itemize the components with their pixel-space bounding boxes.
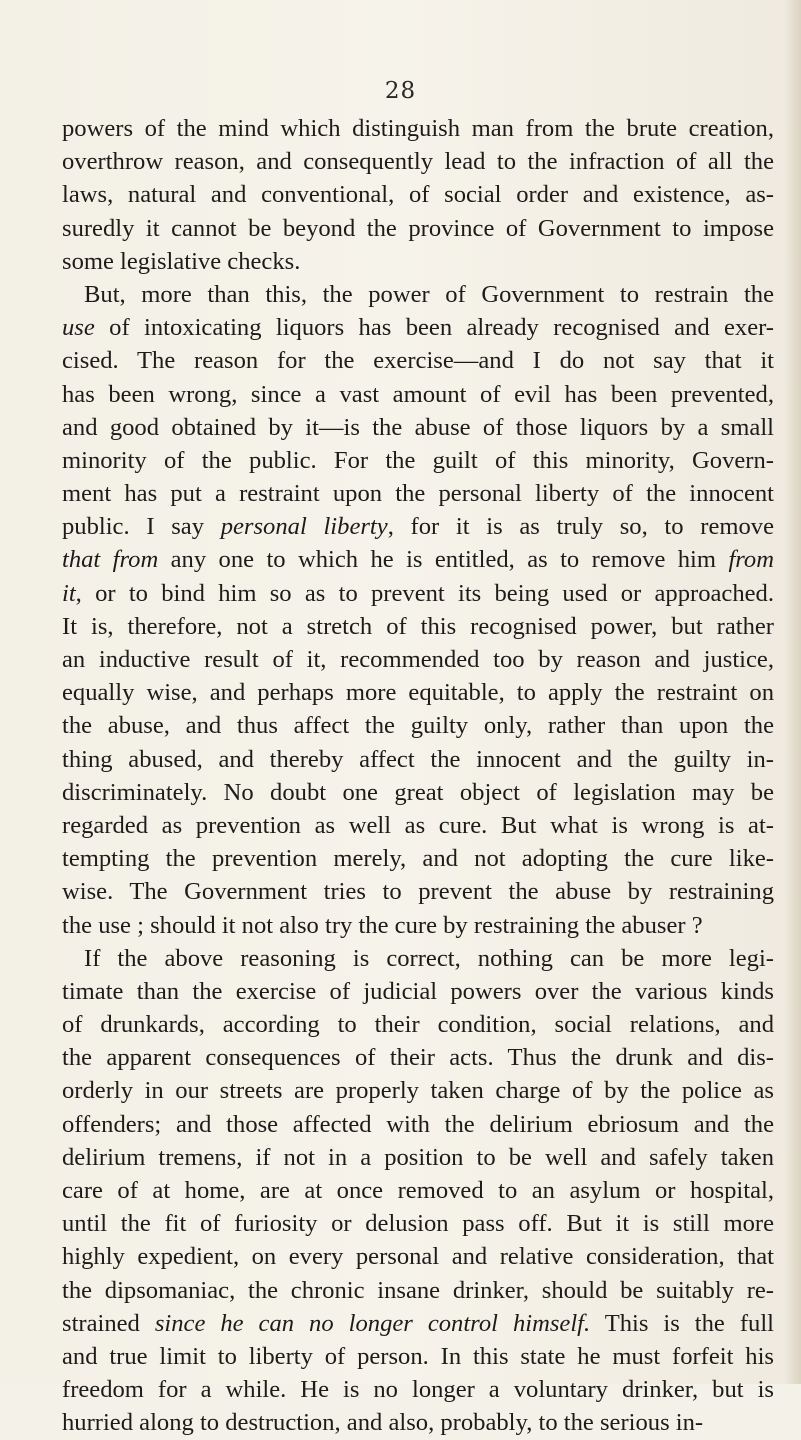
italic-text: personal liberty xyxy=(220,513,388,541)
text-line xyxy=(62,1041,774,1074)
text-run: cised. The reason for the exercise—and I do not say that it xyxy=(62,347,774,375)
text-run: But, more than this, the power of Government to restrain the xyxy=(84,280,774,308)
text-line xyxy=(62,975,774,1008)
text-run: the dipsomaniac, the chronic insane drinker, should be suitably re- xyxy=(62,1276,774,1304)
italic-text: from xyxy=(728,546,774,574)
text-line xyxy=(62,543,774,576)
text-line xyxy=(62,1174,774,1207)
italic-text: use xyxy=(62,314,95,342)
text-run: discriminately. No doubt one great object of legislation may be xyxy=(62,778,774,806)
text-run: of intoxicating liquors has been already recognised and exer- xyxy=(94,314,774,342)
text-run: minority of the public. For the guilt of this minority, Govern- xyxy=(62,446,774,474)
text-run: , for it is as truly so, to remove xyxy=(387,513,774,541)
text-run: laws, natural and conventional, of social order and existence, as- xyxy=(62,181,774,209)
text-line xyxy=(62,378,774,411)
text-line xyxy=(62,743,774,776)
text-run: and true limit to liberty of person. In this state he must forfeit his xyxy=(62,1342,774,1370)
text-run: and good obtained by it—is the abuse of those liquors by a small xyxy=(62,413,774,441)
text-run: This is the full xyxy=(590,1309,774,1337)
text-line xyxy=(62,245,774,278)
text-run: freedom for a while. He is no longer a voluntary drinker, but is xyxy=(62,1376,774,1404)
text-run: powers of the mind which distinguish man from the brute creation, xyxy=(62,115,774,142)
text-run: , or to bind him so as to prevent its being used or approached. xyxy=(75,579,774,607)
text-line xyxy=(62,145,774,178)
text-line xyxy=(62,344,774,377)
text-line xyxy=(62,875,774,908)
text-line xyxy=(62,1108,774,1141)
text-line xyxy=(62,1373,774,1406)
text-line xyxy=(62,1074,774,1107)
text-run: highly expedient, on every personal and relative consideration, that xyxy=(62,1243,774,1271)
text-line xyxy=(62,1340,774,1373)
text-run: until the fit of furiosity or delusion pass off. But it is still more xyxy=(62,1210,774,1238)
text-line xyxy=(62,278,774,311)
text-run: orderly in our streets are properly taken charge of by the police as xyxy=(62,1077,774,1105)
text-run: offenders; and those affected with the delirium ebriosum and the xyxy=(62,1110,774,1138)
text-line xyxy=(62,909,774,942)
text-line xyxy=(62,942,774,975)
text-line xyxy=(62,411,774,444)
italic-text: since he can no longer control himself. xyxy=(154,1309,591,1337)
text-line xyxy=(62,577,774,610)
text-run: regarded as prevention as well as cure. But what is wrong is at- xyxy=(62,811,774,839)
text-run: some legislative checks. xyxy=(62,247,301,275)
text-run: equally wise, and perhaps more equitable, to apply the restraint on xyxy=(62,679,774,707)
italic-text: that from xyxy=(62,546,159,574)
text-run: suredly it cannot be beyond the province of Government to impose xyxy=(62,214,774,242)
italic-text: it xyxy=(62,579,76,607)
text-run: an inductive result of it, recommended too by reason and justice, xyxy=(62,646,774,673)
text-run: overthrow reason, and consequently lead to the infraction of all the xyxy=(62,148,774,176)
text-line xyxy=(62,1406,774,1439)
text-line xyxy=(62,809,774,842)
text-run: ment has put a restraint upon the personal liberty of the innocent xyxy=(62,480,774,508)
text-run: timate than the exercise of judicial powers over the various kinds xyxy=(62,977,774,1005)
text-line xyxy=(62,1307,774,1340)
text-run: public. I say xyxy=(62,513,221,541)
text-line xyxy=(62,510,774,543)
text-run: thing abused, and thereby affect the innocent and the guilty in- xyxy=(62,745,774,773)
text-run: any one to which he is entitled, as to remove him xyxy=(158,546,729,574)
text-line xyxy=(62,444,774,477)
text-line xyxy=(62,610,774,643)
text-line xyxy=(62,709,774,742)
text-line xyxy=(62,676,774,709)
text-line xyxy=(62,212,774,245)
text-line xyxy=(62,311,774,344)
text-run: has been wrong, since a vast amount of evil has been prevented, xyxy=(62,380,774,408)
text-run: wise. The Government tries to prevent the abuse by restraining xyxy=(62,878,774,906)
text-line xyxy=(62,842,774,875)
text-line xyxy=(62,1240,774,1273)
text-line xyxy=(62,1207,774,1240)
text-line xyxy=(62,1141,774,1174)
body-text xyxy=(62,112,774,1440)
page-number: 28 xyxy=(384,78,417,104)
text-run: It is, therefore, not a stretch of this recognised power, but rather xyxy=(62,612,774,640)
text-line xyxy=(62,776,774,809)
text-run: hurried along to destruction, and also, probably, to the serious in- xyxy=(62,1409,704,1437)
text-run: the abuse, and thus affect the guilty only, rather than upon the xyxy=(62,712,774,740)
text-run: strained xyxy=(62,1309,155,1337)
text-line xyxy=(62,643,774,676)
text-line xyxy=(62,477,774,510)
text-run: care of at home, are at once removed to an asylum or hospital, xyxy=(62,1177,774,1204)
text-line xyxy=(62,112,774,145)
text-line xyxy=(62,178,774,211)
text-run: of drunkards, according to their condition, social relations, and xyxy=(62,1011,774,1039)
text-line xyxy=(62,1274,774,1307)
text-run: If the above reasoning is correct, nothing can be more legi- xyxy=(84,944,774,972)
text-run: the apparent consequences of their acts. Thus the drunk and dis- xyxy=(62,1044,774,1072)
page-edge-shading xyxy=(785,0,801,1384)
text-run: the use ; should it not also try the cure by restraining the abuser ? xyxy=(62,911,703,939)
text-run: delirium tremens, if not in a position to be well and safely taken xyxy=(62,1143,774,1171)
text-run: tempting the prevention merely, and not adopting the cure like- xyxy=(62,845,774,873)
text-line xyxy=(62,1008,774,1041)
